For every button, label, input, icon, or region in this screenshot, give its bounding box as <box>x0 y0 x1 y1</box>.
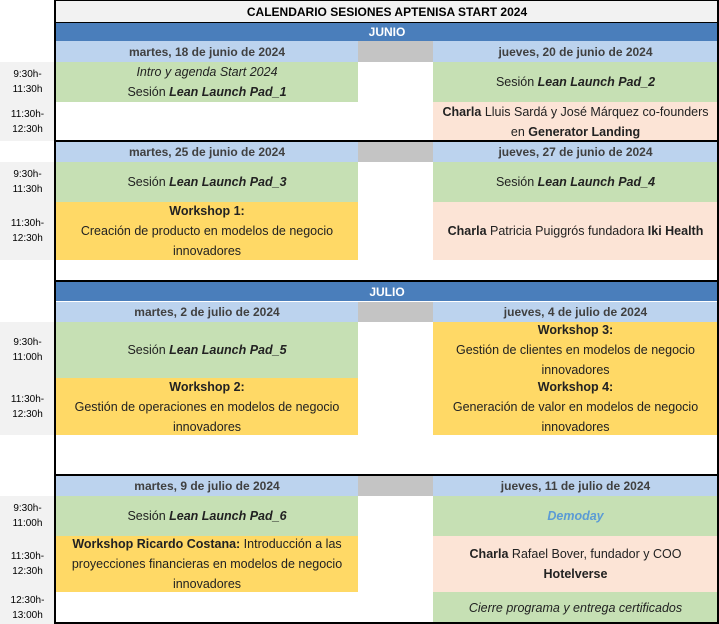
talk-cell <box>433 102 718 141</box>
time-slot: 11:30h- 12:30h <box>10 218 45 244</box>
talk-company: Generator Landing <box>528 124 641 139</box>
session-text: Sesión <box>127 85 170 99</box>
talk-text: Rafael Bover, fundador y COO <box>508 547 682 561</box>
workshop-text: Gestión de operaciones en modelos de negocio innovadores <box>74 399 340 434</box>
time-slot: 9:30h- 11:30h <box>12 169 43 195</box>
calendar-title: CALENDARIO SESIONES APTENISA START 2024 <box>55 0 719 23</box>
session-name: Lean Launch Pad_1 <box>169 85 287 99</box>
day-header: martes, 25 de junio de 2024 <box>56 142 358 162</box>
closing-text: Cierre programa y entrega certificados <box>468 600 683 615</box>
workshop-label: Workshop 2: <box>169 379 245 394</box>
demoday-text: Demoday <box>547 509 604 523</box>
talk-label: Charla <box>469 547 509 561</box>
spacer-cell <box>358 476 433 496</box>
day-header: jueves, 4 de julio de 2024 <box>433 302 718 322</box>
talk-text: Lluis Sardá y José Márquez co-founders en <box>481 104 709 139</box>
session-name: Lean Launch Pad_5 <box>169 343 287 357</box>
session-name: Lean Launch Pad_4 <box>537 175 656 189</box>
session-cell <box>56 322 358 378</box>
session-name: Lean Launch Pad_2 <box>537 75 656 89</box>
workshop-cell <box>433 378 718 435</box>
talk-cell <box>433 536 718 592</box>
workshop-cell <box>56 536 358 592</box>
demoday-cell <box>433 496 718 536</box>
session-cell <box>56 162 358 202</box>
workshop-text: Introducción a las proyecciones financieras en modelos de negocio innovadores <box>71 537 343 591</box>
time-slot: 11:30h- 12:30h <box>10 108 45 135</box>
talk-company: Hotelverse <box>543 567 608 581</box>
workshop-label: Workshop 3: <box>537 323 614 337</box>
spacer-cell <box>358 142 433 162</box>
workshop-cell <box>433 322 718 378</box>
month-header-july: JULIO <box>56 282 718 301</box>
left-border <box>54 0 56 624</box>
session-cell <box>56 62 358 102</box>
workshop-text: Creación de producto en modelos de negocio innovadores <box>80 224 334 258</box>
month-header-june: JUNIO <box>56 23 718 41</box>
talk-cell <box>433 202 718 260</box>
session-text: Sesión <box>495 175 538 189</box>
session-text: Intro y agenda Start 2024 <box>136 65 278 79</box>
session-cell <box>56 496 358 536</box>
workshop-cell <box>56 202 358 260</box>
talk-label: Charla <box>442 104 482 119</box>
workshop-label: Workshop 4: <box>537 379 614 394</box>
workshop-label: Workshop 1: <box>169 204 245 218</box>
day-header: martes, 2 de julio de 2024 <box>56 302 358 322</box>
session-cell <box>433 162 718 202</box>
session-cell <box>433 592 718 623</box>
time-slot: 11:30h- 12:30h <box>10 393 45 420</box>
session-name: Lean Launch Pad_3 <box>169 175 287 189</box>
time-slot: 9:30h- 11:30h <box>12 69 43 95</box>
session-text: Sesión <box>495 75 538 89</box>
day-header: jueves, 27 de junio de 2024 <box>433 142 718 162</box>
talk-text: Patricia Puiggrós fundadora <box>486 224 648 238</box>
time-slot: 12:30h- 13:00h <box>10 595 45 621</box>
session-cell <box>433 62 718 102</box>
session-name: Lean Launch Pad_6 <box>169 509 287 523</box>
time-slot: 9:30h- 11:00h <box>12 503 43 529</box>
talk-label: Charla <box>447 224 487 238</box>
session-text: Sesión <box>127 175 170 189</box>
day-header: jueves, 20 de junio de 2024 <box>433 41 718 62</box>
talk-company: Iki Health <box>647 224 704 238</box>
day-header: martes, 9 de julio de 2024 <box>56 476 358 496</box>
workshop-text: Gestión de clientes en modelos de negocio innovadores <box>455 343 696 377</box>
spacer-cell <box>358 41 433 62</box>
day-header: jueves, 11 de julio de 2024 <box>433 476 718 496</box>
session-text: Sesión <box>127 509 170 523</box>
time-slot: 11:30h- 12:30h <box>10 551 45 577</box>
workshop-cell <box>56 378 358 435</box>
spacer-cell <box>358 302 433 322</box>
session-text: Sesión <box>127 343 170 357</box>
workshop-text: Generación de valor en modelos de negocio innovadores <box>452 399 699 434</box>
workshop-label: Workshop Ricardo Costana: <box>72 537 241 551</box>
time-slot: 9:30h- 11:00h <box>12 337 43 363</box>
day-header: martes, 18 de junio de 2024 <box>56 41 358 62</box>
